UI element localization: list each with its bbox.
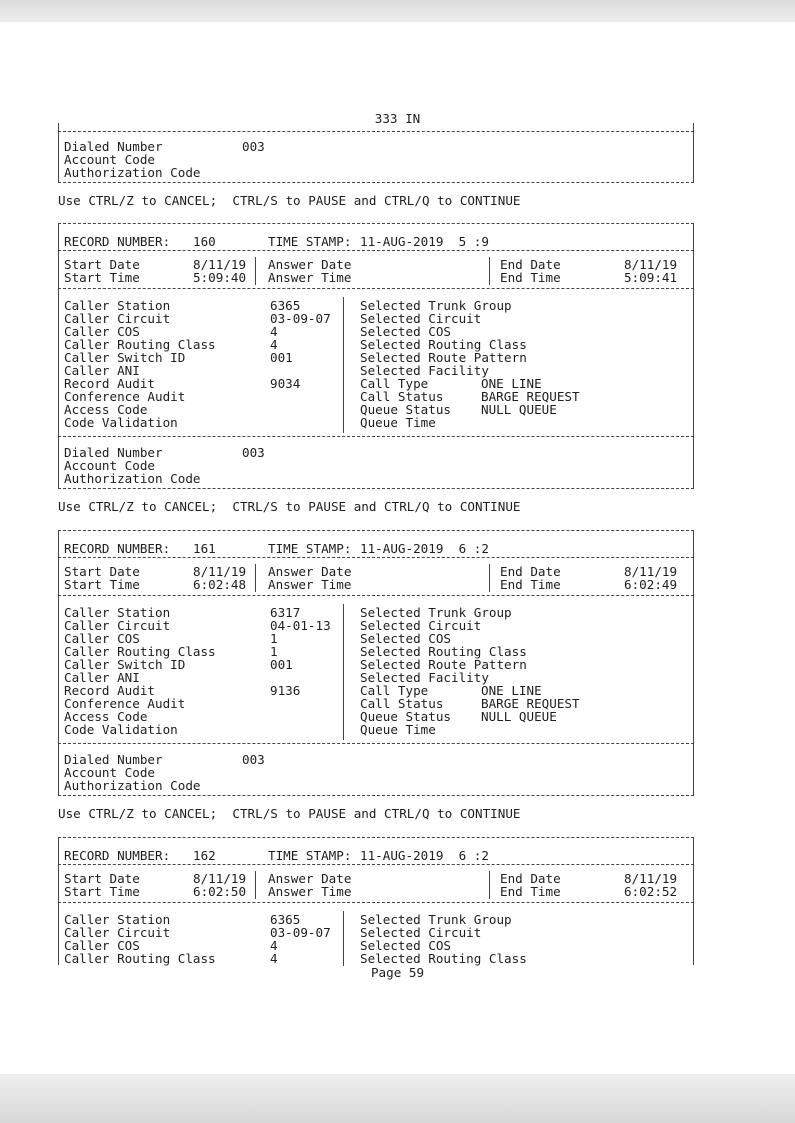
- column-divider: [343, 911, 344, 966]
- rule-line: [58, 182, 694, 183]
- start-date-value: 8/11/19: [193, 871, 247, 886]
- page-header: 333 IN: [374, 111, 421, 126]
- caller-station-value: 6365: [270, 912, 301, 927]
- box-border-left: [58, 837, 59, 965]
- box-border-right: [693, 223, 694, 488]
- conference-audit-label: Conference Audit: [64, 389, 186, 404]
- caller-circuit-value: 04-01-13: [270, 618, 331, 633]
- record-number-value: 160: [193, 234, 216, 249]
- rule-line: [58, 557, 694, 558]
- start-time-label: Start Time: [64, 270, 140, 285]
- end-time-label: End Time: [500, 577, 561, 592]
- rule-line: [58, 530, 694, 531]
- record-number-label: RECORD NUMBER:: [64, 234, 171, 249]
- time-stamp-value: 11-AUG-2019 6 :2: [360, 541, 489, 556]
- caller-station-label: Caller Station: [64, 298, 171, 313]
- access-code-label: Access Code: [64, 402, 148, 417]
- cancel-pause-prompt: Use CTRL/Z to CANCEL; CTRL/S to PAUSE and CTRL/Q to CONTINUE: [58, 806, 521, 821]
- record-number-value: 162: [193, 848, 216, 863]
- dialed-number-label: Dialed Number: [64, 752, 163, 767]
- rule-line: [58, 864, 694, 865]
- record-number-label: RECORD NUMBER:: [64, 848, 171, 863]
- selected-cos-label: Selected COS: [360, 938, 451, 953]
- box-border-right: [693, 123, 694, 183]
- cancel-pause-prompt: Use CTRL/Z to CANCEL; CTRL/S to PAUSE and CTRL/Q to CONTINUE: [58, 499, 521, 514]
- access-code-label: Access Code: [64, 709, 148, 724]
- column-divider: [255, 871, 256, 899]
- rule-line: [58, 595, 694, 596]
- caller-cos-label: Caller COS: [64, 324, 140, 339]
- column-divider: [255, 564, 256, 592]
- selected-trunk-group-label: Selected Trunk Group: [360, 298, 512, 313]
- caller-circuit-label: Caller Circuit: [64, 925, 171, 940]
- start-date-label: Start Date: [64, 257, 140, 272]
- end-date-value: 8/11/19: [624, 564, 678, 579]
- caller-circuit-label: Caller Circuit: [64, 618, 171, 633]
- column-divider: [343, 297, 344, 433]
- selected-circuit-label: Selected Circuit: [360, 311, 482, 326]
- caller-cos-value: 1: [270, 631, 278, 646]
- selected-cos-label: Selected COS: [360, 324, 451, 339]
- start-time-label: Start Time: [64, 884, 140, 899]
- caller-circuit-value: 03-09-07: [270, 925, 331, 940]
- rule-line: [58, 902, 694, 903]
- time-stamp-value: 11-AUG-2019 6 :2: [360, 848, 489, 863]
- caller-ani-label: Caller ANI: [64, 363, 140, 378]
- record-number-value: 161: [193, 541, 216, 556]
- call-type-label: Call Type: [360, 376, 429, 391]
- caller-switch-id-value: 001: [270, 350, 293, 365]
- code-validation-label: Code Validation: [64, 415, 178, 430]
- dialed-number-label: Dialed Number: [64, 445, 163, 460]
- record-audit-label: Record Audit: [64, 376, 155, 391]
- queue-time-label: Queue Time: [360, 722, 436, 737]
- end-date-value: 8/11/19: [624, 871, 678, 886]
- selected-routing-class-label: Selected Routing Class: [360, 337, 527, 352]
- column-divider: [489, 871, 490, 899]
- start-time-value: 5:09:40: [193, 270, 247, 285]
- caller-station-value: 6317: [270, 605, 301, 620]
- selected-trunk-group-label: Selected Trunk Group: [360, 912, 512, 927]
- caller-cos-value: 4: [270, 324, 278, 339]
- time-stamp-value: 11-AUG-2019 5 :9: [360, 234, 489, 249]
- queue-status-value: NULL QUEUE: [481, 402, 557, 417]
- column-divider: [255, 257, 256, 285]
- call-type-label: Call Type: [360, 683, 429, 698]
- caller-cos-label: Caller COS: [64, 631, 140, 646]
- end-date-label: End Date: [500, 871, 561, 886]
- caller-station-label: Caller Station: [64, 912, 171, 927]
- rule-line: [58, 837, 694, 838]
- authorization-code-label: Authorization Code: [64, 778, 201, 793]
- selected-facility-label: Selected Facility: [360, 363, 489, 378]
- rule-line: [58, 250, 694, 251]
- end-time-label: End Time: [500, 884, 561, 899]
- caller-routing-class-label: Caller Routing Class: [64, 951, 216, 966]
- time-stamp-label: TIME STAMP:: [268, 234, 352, 249]
- caller-routing-class-label: Caller Routing Class: [64, 337, 216, 352]
- call-status-label: Call Status: [360, 389, 444, 404]
- caller-routing-class-value: 1: [270, 644, 278, 659]
- start-date-label: Start Date: [64, 871, 140, 886]
- scan-top-band: [0, 0, 795, 22]
- dialed-number-value: 003: [242, 445, 265, 460]
- start-time-label: Start Time: [64, 577, 140, 592]
- call-status-value: BARGE REQUEST: [481, 696, 580, 711]
- account-code-label: Account Code: [64, 152, 155, 167]
- column-divider: [489, 257, 490, 285]
- caller-switch-id-label: Caller Switch ID: [64, 657, 186, 672]
- column-divider: [489, 564, 490, 592]
- rule-line: [58, 743, 694, 744]
- selected-facility-label: Selected Facility: [360, 670, 489, 685]
- scan-bottom-band: [0, 1074, 795, 1123]
- caller-routing-class-value: 4: [270, 951, 278, 966]
- end-time-value: 5:09:41: [624, 270, 678, 285]
- start-date-label: Start Date: [64, 564, 140, 579]
- box-border-right: [693, 530, 694, 795]
- caller-switch-id-label: Caller Switch ID: [64, 350, 186, 365]
- caller-switch-id-value: 001: [270, 657, 293, 672]
- box-border-left: [58, 223, 59, 488]
- box-border-right: [693, 837, 694, 965]
- call-status-label: Call Status: [360, 696, 444, 711]
- selected-routing-class-label: Selected Routing Class: [360, 951, 527, 966]
- rule-line: [58, 436, 694, 437]
- box-border-left: [58, 530, 59, 795]
- record-audit-label: Record Audit: [64, 683, 155, 698]
- end-date-label: End Date: [500, 257, 561, 272]
- account-code-label: Account Code: [64, 458, 155, 473]
- start-time-value: 6:02:48: [193, 577, 247, 592]
- answer-date-label: Answer Date: [268, 564, 352, 579]
- queue-status-label: Queue Status: [360, 402, 451, 417]
- selected-route-pattern-label: Selected Route Pattern: [360, 350, 527, 365]
- caller-station-label: Caller Station: [64, 605, 171, 620]
- queue-time-label: Queue Time: [360, 415, 436, 430]
- authorization-code-label: Authorization Code: [64, 165, 201, 180]
- start-time-value: 6:02:50: [193, 884, 247, 899]
- account-code-label: Account Code: [64, 765, 155, 780]
- answer-date-label: Answer Date: [268, 257, 352, 272]
- record-audit-value: 9034: [270, 376, 301, 391]
- call-type-value: ONE LINE: [481, 683, 542, 698]
- caller-circuit-value: 03-09-07: [270, 311, 331, 326]
- record-audit-value: 9136: [270, 683, 301, 698]
- queue-status-label: Queue Status: [360, 709, 451, 724]
- dialed-number-value: 003: [242, 752, 265, 767]
- caller-cos-value: 4: [270, 938, 278, 953]
- answer-time-label: Answer Time: [268, 884, 352, 899]
- selected-route-pattern-label: Selected Route Pattern: [360, 657, 527, 672]
- box-border-left: [58, 123, 59, 183]
- dialed-number-label: Dialed Number: [64, 139, 163, 154]
- selected-cos-label: Selected COS: [360, 631, 451, 646]
- end-time-value: 6:02:49: [624, 577, 678, 592]
- caller-circuit-label: Caller Circuit: [64, 311, 171, 326]
- rule-line: [58, 223, 694, 224]
- time-stamp-label: TIME STAMP:: [268, 541, 352, 556]
- call-type-value: ONE LINE: [481, 376, 542, 391]
- caller-station-value: 6365: [270, 298, 301, 313]
- end-date-value: 8/11/19: [624, 257, 678, 272]
- answer-date-label: Answer Date: [268, 871, 352, 886]
- caller-cos-label: Caller COS: [64, 938, 140, 953]
- column-divider: [343, 604, 344, 740]
- rule-line: [58, 131, 694, 132]
- end-time-label: End Time: [500, 270, 561, 285]
- caller-routing-class-value: 4: [270, 337, 278, 352]
- code-validation-label: Code Validation: [64, 722, 178, 737]
- page-footer: Page 59: [370, 965, 425, 980]
- dialed-number-value: 003: [242, 139, 265, 154]
- selected-circuit-label: Selected Circuit: [360, 618, 482, 633]
- caller-ani-label: Caller ANI: [64, 670, 140, 685]
- time-stamp-label: TIME STAMP:: [268, 848, 352, 863]
- cancel-pause-prompt: Use CTRL/Z to CANCEL; CTRL/S to PAUSE and CTRL/Q to CONTINUE: [58, 193, 521, 208]
- end-date-label: End Date: [500, 564, 561, 579]
- start-date-value: 8/11/19: [193, 564, 247, 579]
- rule-line: [58, 795, 694, 796]
- rule-line: [58, 288, 694, 289]
- call-status-value: BARGE REQUEST: [481, 389, 580, 404]
- record-number-label: RECORD NUMBER:: [64, 541, 171, 556]
- answer-time-label: Answer Time: [268, 270, 352, 285]
- conference-audit-label: Conference Audit: [64, 696, 186, 711]
- selected-routing-class-label: Selected Routing Class: [360, 644, 527, 659]
- rule-line: [58, 488, 694, 489]
- caller-routing-class-label: Caller Routing Class: [64, 644, 216, 659]
- authorization-code-label: Authorization Code: [64, 471, 201, 486]
- selected-trunk-group-label: Selected Trunk Group: [360, 605, 512, 620]
- answer-time-label: Answer Time: [268, 577, 352, 592]
- start-date-value: 8/11/19: [193, 257, 247, 272]
- queue-status-value: NULL QUEUE: [481, 709, 557, 724]
- selected-circuit-label: Selected Circuit: [360, 925, 482, 940]
- end-time-value: 6:02:52: [624, 884, 678, 899]
